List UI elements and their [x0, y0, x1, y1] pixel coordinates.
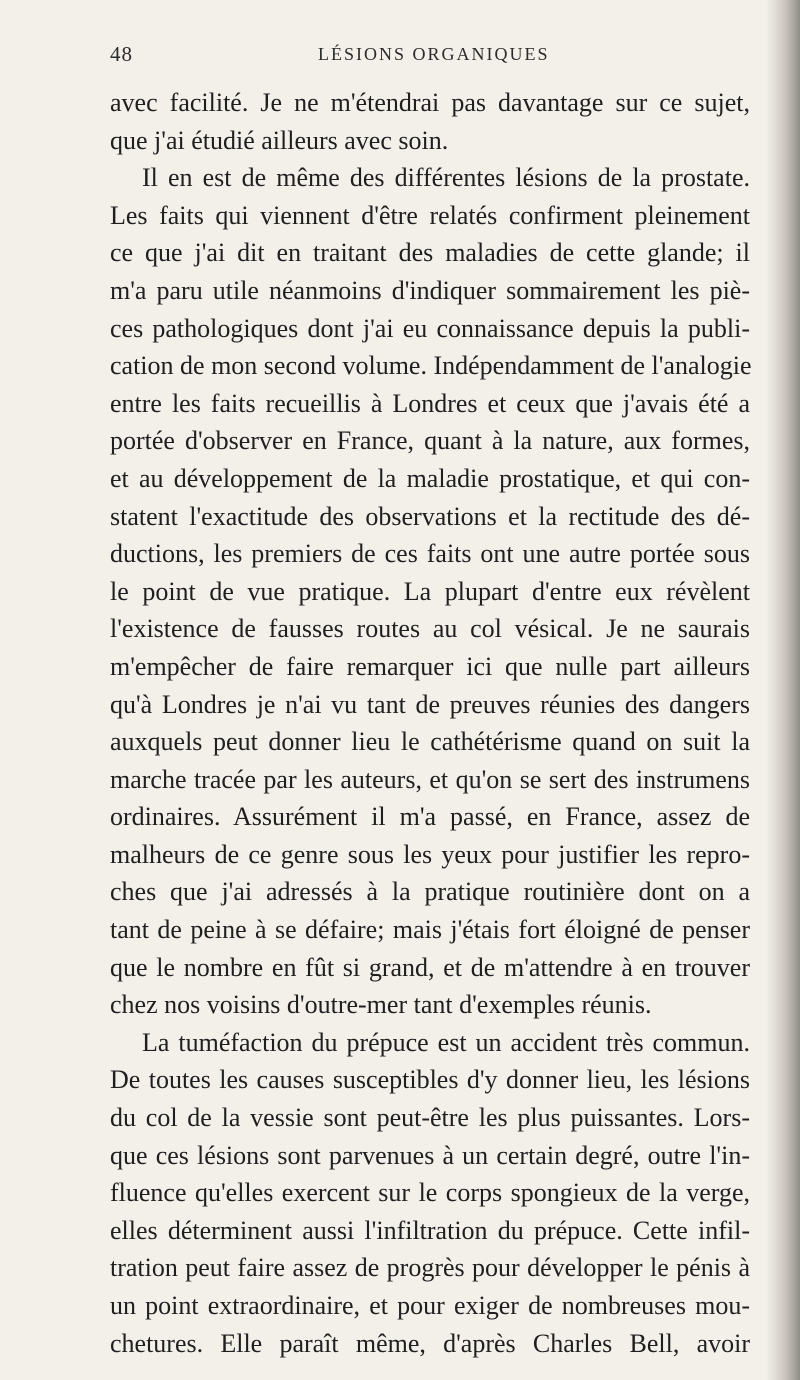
text-line: chetures. Elle paraît même, d'après Charles Bell, avoir	[110, 1328, 750, 1358]
text-line: ce que j'ai dit en traitant des maladies de cette glande; il	[110, 238, 750, 268]
text-line: l'existence de fausses routes au col vésical. Je ne saurais	[110, 614, 750, 644]
text-line: que ces lésions sont parvenues à un certain degré, outre l'in-	[110, 1140, 750, 1170]
text-line: du col de la vessie sont peut-être les plus puissantes. Lors-	[110, 1103, 750, 1133]
page-number: 48	[110, 42, 133, 66]
text-line: m'empêcher de faire remarquer ici que nulle part ailleurs	[110, 651, 750, 681]
text-line: Les faits qui viennent d'être relatés confirment pleinement	[110, 200, 750, 230]
text-line: que le nombre en fût si grand, et de m'attendre à en trouver	[110, 952, 750, 982]
text-line: statent l'exactitude des observations et la rectitude des dé-	[110, 501, 750, 531]
text-line: entre les faits recueillis à Londres et ceux que j'avais été a	[110, 388, 750, 418]
body-text	[110, 84, 750, 1362]
text-line: chez nos voisins d'outre-mer tant d'exemples réunis.	[110, 990, 652, 1020]
text-line: ces pathologiques dont j'ai eu connaissance depuis la publi-	[110, 313, 750, 343]
text-line: ches que j'ai adressés à la pratique routinière dont on a	[110, 877, 750, 907]
text-line: tration peut faire assez de progrès pour développer le pénis à	[110, 1253, 750, 1283]
text-line: que j'ai étudié ailleurs avec soin.	[110, 125, 449, 155]
text-line: tant de peine à se défaire; mais j'étais fort éloigné de penser	[110, 915, 750, 945]
text-line: ductions, les premiers de ces faits ont une autre portée sous	[110, 539, 750, 569]
text-line: le point de vue pratique. La plupart d'entre eux révèlent	[110, 576, 750, 606]
text-line: fluence qu'elles exercent sur le corps spongieux de la verge,	[110, 1178, 750, 1208]
page-edge-shadow	[766, 0, 800, 1380]
text-line: portée d'observer en France, quant à la nature, aux formes,	[110, 426, 750, 456]
text-line: un point extraordinaire, et pour exiger de nombreuses mou-	[110, 1291, 750, 1320]
text-line: marche tracée par les auteurs, et qu'on se sert des instrumens	[110, 764, 750, 794]
text-line: cation de mon second volume. Indépendamment de l'analogie	[110, 351, 752, 381]
text-line: La tuméfaction du prépuce est un accident très commun.	[142, 1027, 750, 1057]
running-title: LÉSIONS ORGANIQUES	[318, 44, 550, 64]
text-line: et au développement de la maladie prostatique, et qui con-	[110, 463, 750, 493]
text-line: elles déterminent aussi l'infiltration du prépuce. Cette infil-	[110, 1215, 750, 1245]
text-line: m'a paru utile néanmoins d'indiquer sommairement les piè-	[110, 275, 750, 305]
text-line: De toutes les causes susceptibles d'y donner lieu, les lésions	[110, 1065, 750, 1095]
text-line: malheurs de ce genre sous les yeux pour justifier les repro-	[110, 839, 750, 869]
text-line: auxquels peut donner lieu le cathétérisme quand on suit la	[110, 727, 750, 757]
text-line: Il en est de même des différentes lésions de la prostate.	[142, 163, 750, 193]
page-header	[110, 42, 750, 76]
text-line: avec facilité. Je ne m'étendrai pas davantage sur ce sujet,	[110, 88, 750, 117]
text-line: ordinaires. Assurément il m'a passé, en France, assez de	[110, 802, 750, 832]
text-line: qu'à Londres je n'ai vu tant de preuves réunies des dangers	[110, 689, 750, 719]
